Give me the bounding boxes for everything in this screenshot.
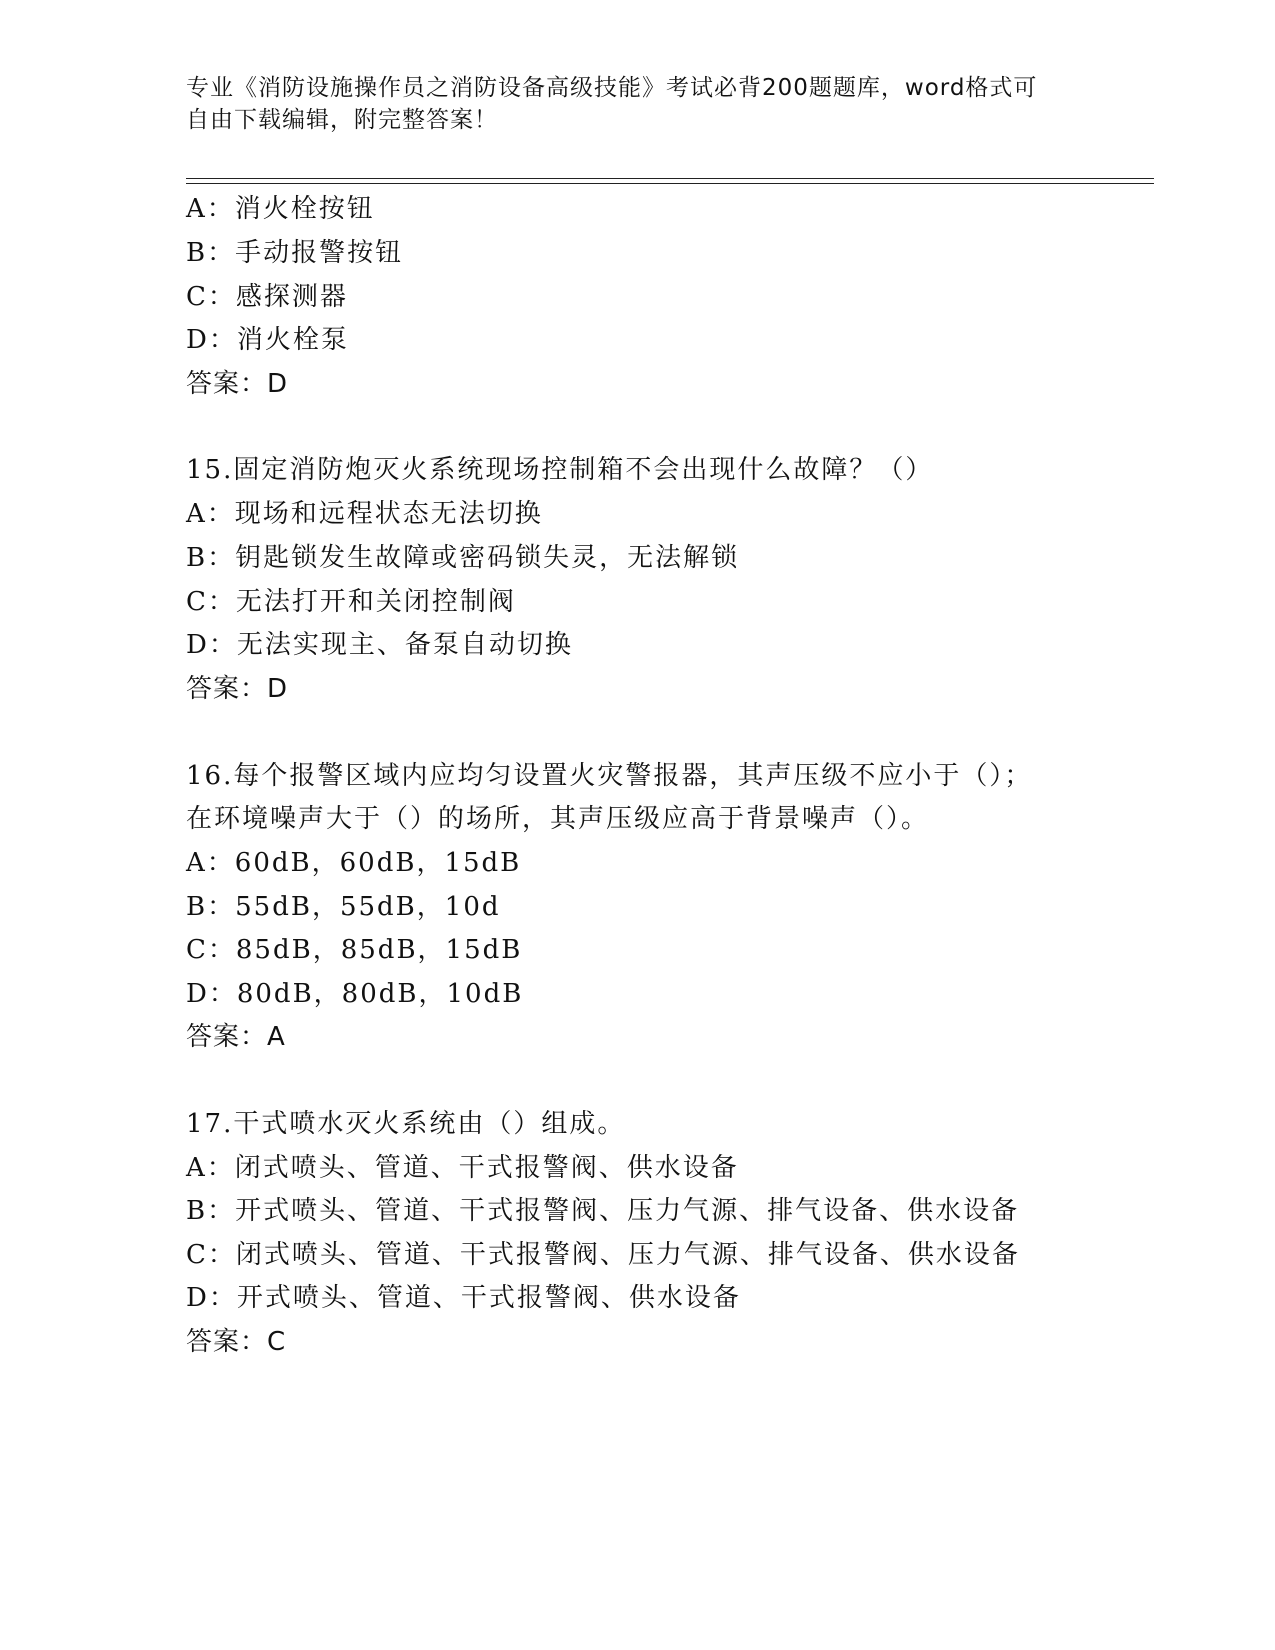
q16-option-b: B：55dB，55dB，10d	[186, 892, 501, 922]
q15-answer: 答案：D	[186, 674, 289, 704]
header-line-1: 专业《消防设施操作员之消防设备高级技能》考试必背200题题库，word格式可	[186, 75, 1038, 101]
document-header	[186, 72, 1086, 136]
q17-answer: 答案：C	[186, 1327, 287, 1357]
q17-question: 17.干式喷水灭火系统由（）组成。	[186, 1109, 626, 1139]
q17-option-a: A：闭式喷头、管道、干式报警阀、供水设备	[186, 1153, 739, 1183]
q15-option-a: A：现场和远程状态无法切换	[186, 499, 543, 529]
q16-option-a: A：60dB，60dB，15dB	[186, 848, 522, 878]
q17-option-b: B：开式喷头、管道、干式报警阀、压力气源、排气设备、供水设备	[186, 1196, 1020, 1226]
q16-answer: 答案：A	[186, 1022, 286, 1052]
header-divider-top	[186, 178, 1154, 179]
q14-answer: 答案：D	[186, 369, 289, 399]
q14-option-c: C：感探测器	[186, 282, 348, 312]
q15-option-c: C：无法打开和关闭控制阀	[186, 587, 516, 617]
q15-option-b: B：钥匙锁发生故障或密码锁失灵，无法解锁	[186, 543, 740, 573]
q17-option-d: D：开式喷头、管道、干式报警阀、供水设备	[186, 1283, 741, 1313]
q17-option-c: C：闭式喷头、管道、干式报警阀、压力气源、排气设备、供水设备	[186, 1240, 1020, 1270]
q16-question-line-2: 在环境噪声大于（）的场所，其声压级应高于背景噪声（）。	[186, 804, 930, 834]
q15-option-d: D：无法实现主、备泵自动切换	[186, 630, 573, 660]
q14-option-a: A：消火栓按钮	[186, 194, 375, 224]
q16-question-line-1: 16.每个报警区域内应均匀设置火灾警报器，其声压级不应小于（）；	[186, 761, 1033, 791]
header-divider-bottom	[186, 183, 1154, 184]
q14-option-d: D：消火栓泵	[186, 325, 349, 355]
q16-option-c: C：85dB，85dB，15dB	[186, 935, 523, 965]
q16-option-d: D：80dB，80dB，10dB	[186, 979, 524, 1009]
q15-question: 15.固定消防炮灭火系统现场控制箱不会出现什么故障？（）	[186, 455, 934, 485]
q14-option-b: B：手动报警按钮	[186, 238, 404, 268]
header-line-2: 自由下载编辑，附完整答案！	[186, 107, 498, 133]
